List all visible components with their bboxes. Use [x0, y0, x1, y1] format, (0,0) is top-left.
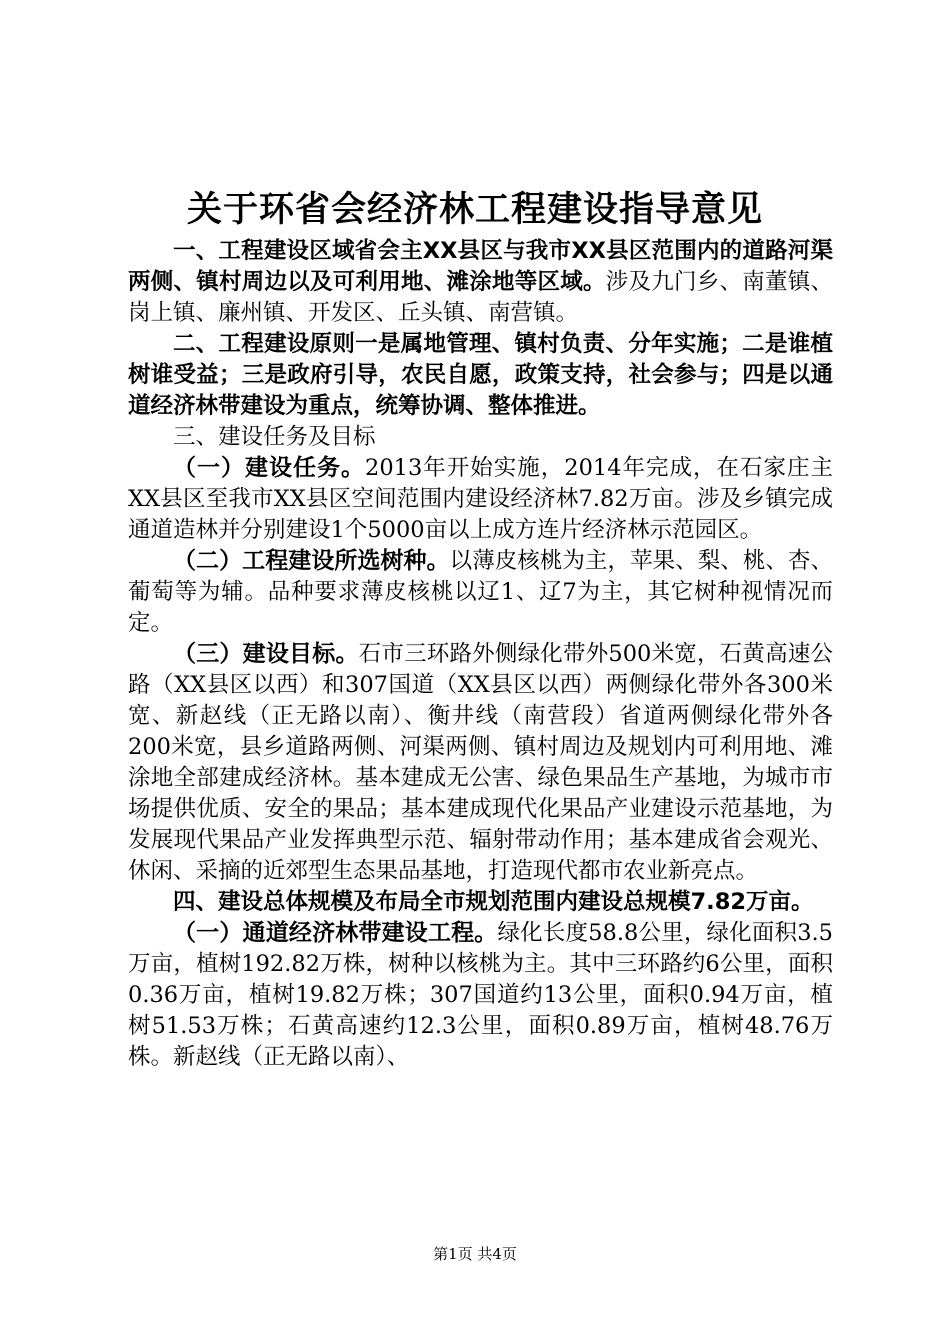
section-3-3-heading: （三）建设目标。: [173, 641, 359, 667]
section-3: [128, 422, 833, 453]
section-1-text: 涉及九门乡、南董镇、岗上镇、廉州镇、开发区、丘头镇、南营镇。: [128, 269, 833, 326]
section-3-1-heading: （一）建设任务。: [173, 455, 365, 481]
section-2-heading: 二、工程建设原则一是属地管理、镇村负责、分年实施；二是谁植树谁受益；三是政府引导，农民自愿，政策支持，社会参与；四是以通道经济林带建设为重点，统筹协调、整体推进。: [128, 331, 833, 419]
section-4-1: [128, 918, 833, 1073]
section-3-2-text: 以薄皮核桃为主，苹果、梨、桃、杏、葡萄等为辅。品种要求薄皮核桃以辽1、辽7为主，其它树种视情况而定。: [128, 548, 833, 636]
section-3-2: [128, 546, 833, 639]
section-4-1-text: 绿化长度58.8公里，绿化面积3.5万亩，植树192.82万株，树种以核桃为主。其中三环路约6公里，面积0.36万亩，植树19.82万株；307国道约13公里，面积0.94万亩，植树51.53万株；石黄高速约12.3公里，面积0.89万亩，植树48.76万株。新赵线（正无路以南）、: [128, 920, 833, 1070]
section-1: [128, 236, 833, 329]
section-3-2-heading: （二）工程建设所选树种。: [173, 548, 450, 574]
section-4: [128, 887, 833, 918]
page-footer: 第1页 共4页: [433, 1245, 517, 1263]
section-1-heading: 一、工程建设区域省会主XX县区与我市XX县区范围内的道路河渠两侧、镇村周边以及可利用地、滩涂地等区域。: [128, 238, 833, 295]
document-title: 关于环省会经济林工程建设指导意见: [186, 189, 763, 230]
document-body: [128, 236, 833, 1073]
section-3-1: [128, 453, 833, 546]
section-4-heading: 四、建设总体规模及布局全市规划范围内建设总规模7.82万亩。: [173, 889, 814, 915]
section-3-1-text: 2013年开始实施，2014年完成，在石家庄主XX县区至我市XX县区空间范围内建设经济林7.82万亩。涉及乡镇完成通道造林并分别建设1个5000亩以上成方连片经济林示范园区。: [128, 455, 834, 543]
section-3-text: 三、建设任务及目标: [173, 424, 376, 450]
section-4-1-heading: （一）通道经济林带建设工程。: [173, 920, 498, 946]
section-2: [128, 329, 833, 422]
section-3-3-text: 石市三环路外侧绿化带外500米宽，石黄高速公路（XX县区以西）和307国道（XX县区以西）两侧绿化带外各300米宽、新赵线（正无路以南）、衡井线（南营段）省道两侧绿化带外各200米宽，县乡道路两侧、河渠两侧、镇村周边及规划内可利用地、滩涂地全部建成经济林。基本建成无公害、绿色果品生产基地，为城市市场提供优质、安全的果品；基本建成现代化果品产业建设示范基地，为发展现代果品产业发挥典型示范、辐射带动作用；基本建成省会观光、休闲、采摘的近郊型生态果品基地，打造现代都市农业新亮点。: [128, 641, 834, 884]
section-3-3: [128, 639, 833, 887]
